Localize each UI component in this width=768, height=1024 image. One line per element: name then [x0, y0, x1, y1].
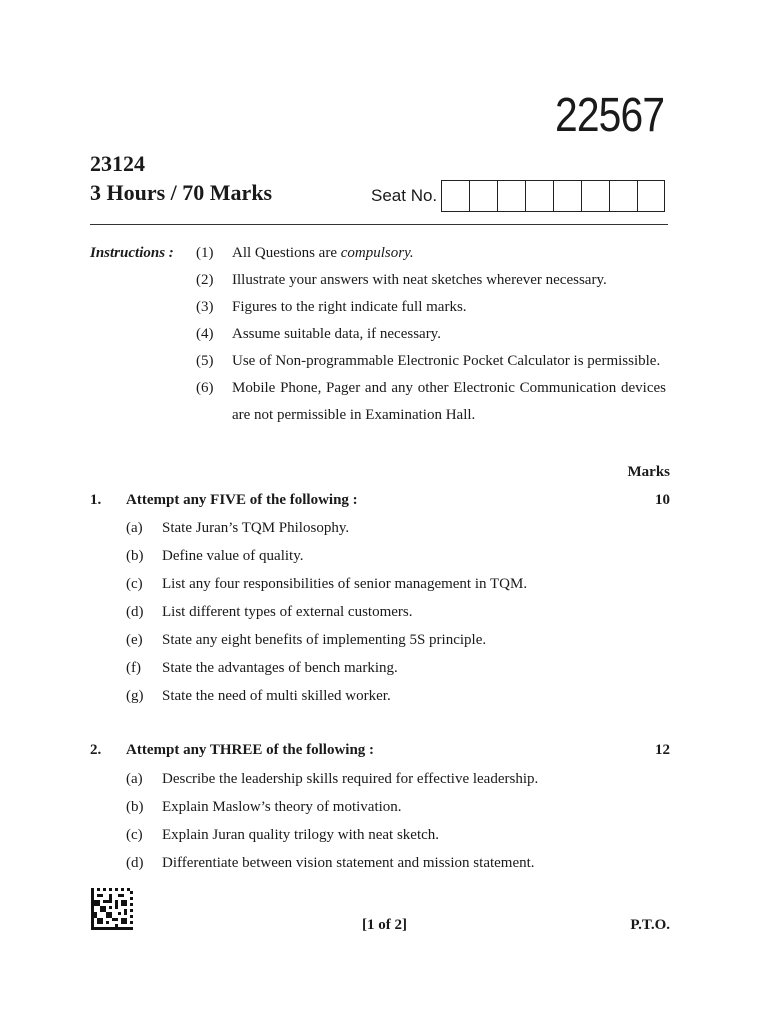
seat-number-boxes[interactable] [441, 180, 665, 212]
paper-code: 23124 [90, 151, 145, 176]
instruction-text: Assume suitable data, if necessary. [232, 326, 441, 342]
sub-question-text: Explain Juran quality trilogy with neat sketch. [162, 827, 440, 843]
sub-question-letter: (c) [126, 576, 143, 592]
sub-question-letter: (e) [126, 632, 143, 648]
seat-box[interactable] [441, 180, 469, 212]
header-divider [90, 224, 668, 225]
instructions-label: Instructions : [90, 245, 174, 261]
seat-box[interactable] [525, 180, 553, 212]
instruction-number: (4) [196, 326, 214, 342]
instruction-text: Use of Non-programmable Electronic Pocket Calculator is permissible. [232, 353, 661, 369]
seat-number-label: Seat No. [371, 186, 438, 205]
qr-code-icon [91, 888, 133, 930]
instruction-number: (6) [196, 380, 214, 396]
sub-question-text: State the need of multi skilled worker. [162, 688, 391, 704]
question-number: 1. [90, 492, 102, 508]
seat-box[interactable] [637, 180, 665, 212]
sub-question-text: State any eight benefits of implementing 5S principle. [162, 632, 487, 648]
sub-question [126, 688, 391, 705]
sub-question-letter: (b) [126, 548, 144, 564]
sub-question-letter: (f) [126, 660, 141, 676]
instruction-text: All Questions are compulsory. [232, 245, 414, 261]
sub-question-text: List any four responsibilities of senior management in TQM. [162, 576, 528, 592]
instruction-item [196, 240, 666, 267]
sub-question-text: Explain Maslow’s theory of motivation. [162, 799, 402, 815]
sub-question [126, 827, 439, 844]
sub-question-text: State Juran’s TQM Philosophy. [162, 520, 350, 536]
seat-box[interactable] [553, 180, 581, 212]
sub-question [126, 576, 527, 593]
instruction-number: (1) [196, 245, 214, 261]
subject-code: 22567 [555, 89, 665, 142]
sub-question-letter: (c) [126, 827, 143, 843]
please-turn-over: P.T.O. [630, 917, 670, 933]
instruction-text: Illustrate your answers with neat sketches wherever necessary. [232, 272, 607, 288]
sub-question-letter: (a) [126, 520, 143, 536]
sub-question [126, 799, 402, 816]
sub-question [126, 548, 303, 565]
instruction-text: Mobile Phone, Pager and any other Electronic Communication devices are not permissible in Examination Hall. [232, 380, 666, 423]
sub-question-letter: (a) [126, 771, 143, 787]
sub-question-text: List different types of external customers. [162, 604, 413, 620]
instruction-number: (3) [196, 299, 214, 315]
seat-box[interactable] [609, 180, 637, 212]
instruction-item [196, 267, 666, 294]
sub-question [126, 604, 412, 621]
question-title: Attempt any THREE of the following : [126, 742, 375, 758]
sub-question-text: Define value of quality. [162, 548, 304, 564]
sub-question-text: Differentiate between vision statement and mission statement. [162, 855, 535, 871]
seat-box[interactable] [581, 180, 609, 212]
seat-box[interactable] [497, 180, 525, 212]
sub-question-letter: (g) [126, 688, 144, 704]
sub-question-text: State the advantages of bench marking. [162, 660, 398, 676]
instruction-text: Figures to the right indicate full marks. [232, 299, 467, 315]
sub-question-text: Describe the leadership skills required for effective leadership. [162, 771, 539, 787]
sub-question-letter: (d) [126, 855, 144, 871]
sub-question [126, 855, 535, 872]
page-number: [1 of 2] [362, 917, 407, 933]
sub-question-letter: (b) [126, 799, 144, 815]
question-title: Attempt any FIVE of the following : [126, 492, 358, 508]
marks-heading: Marks [627, 464, 670, 480]
instruction-item [196, 321, 666, 348]
question-marks: 10 [655, 492, 670, 508]
instruction-item [196, 375, 666, 429]
seat-box[interactable] [469, 180, 497, 212]
instruction-item [196, 294, 666, 321]
sub-question [126, 520, 349, 537]
instruction-number: (5) [196, 353, 214, 369]
duration-marks: 3 Hours / 70 Marks [90, 180, 273, 205]
instruction-number: (2) [196, 272, 214, 288]
sub-question-letter: (d) [126, 604, 144, 620]
sub-question [126, 660, 398, 677]
sub-question [126, 771, 538, 788]
question-marks: 12 [655, 742, 670, 758]
sub-question [126, 632, 486, 649]
question-number: 2. [90, 742, 102, 758]
instruction-item [196, 348, 666, 375]
